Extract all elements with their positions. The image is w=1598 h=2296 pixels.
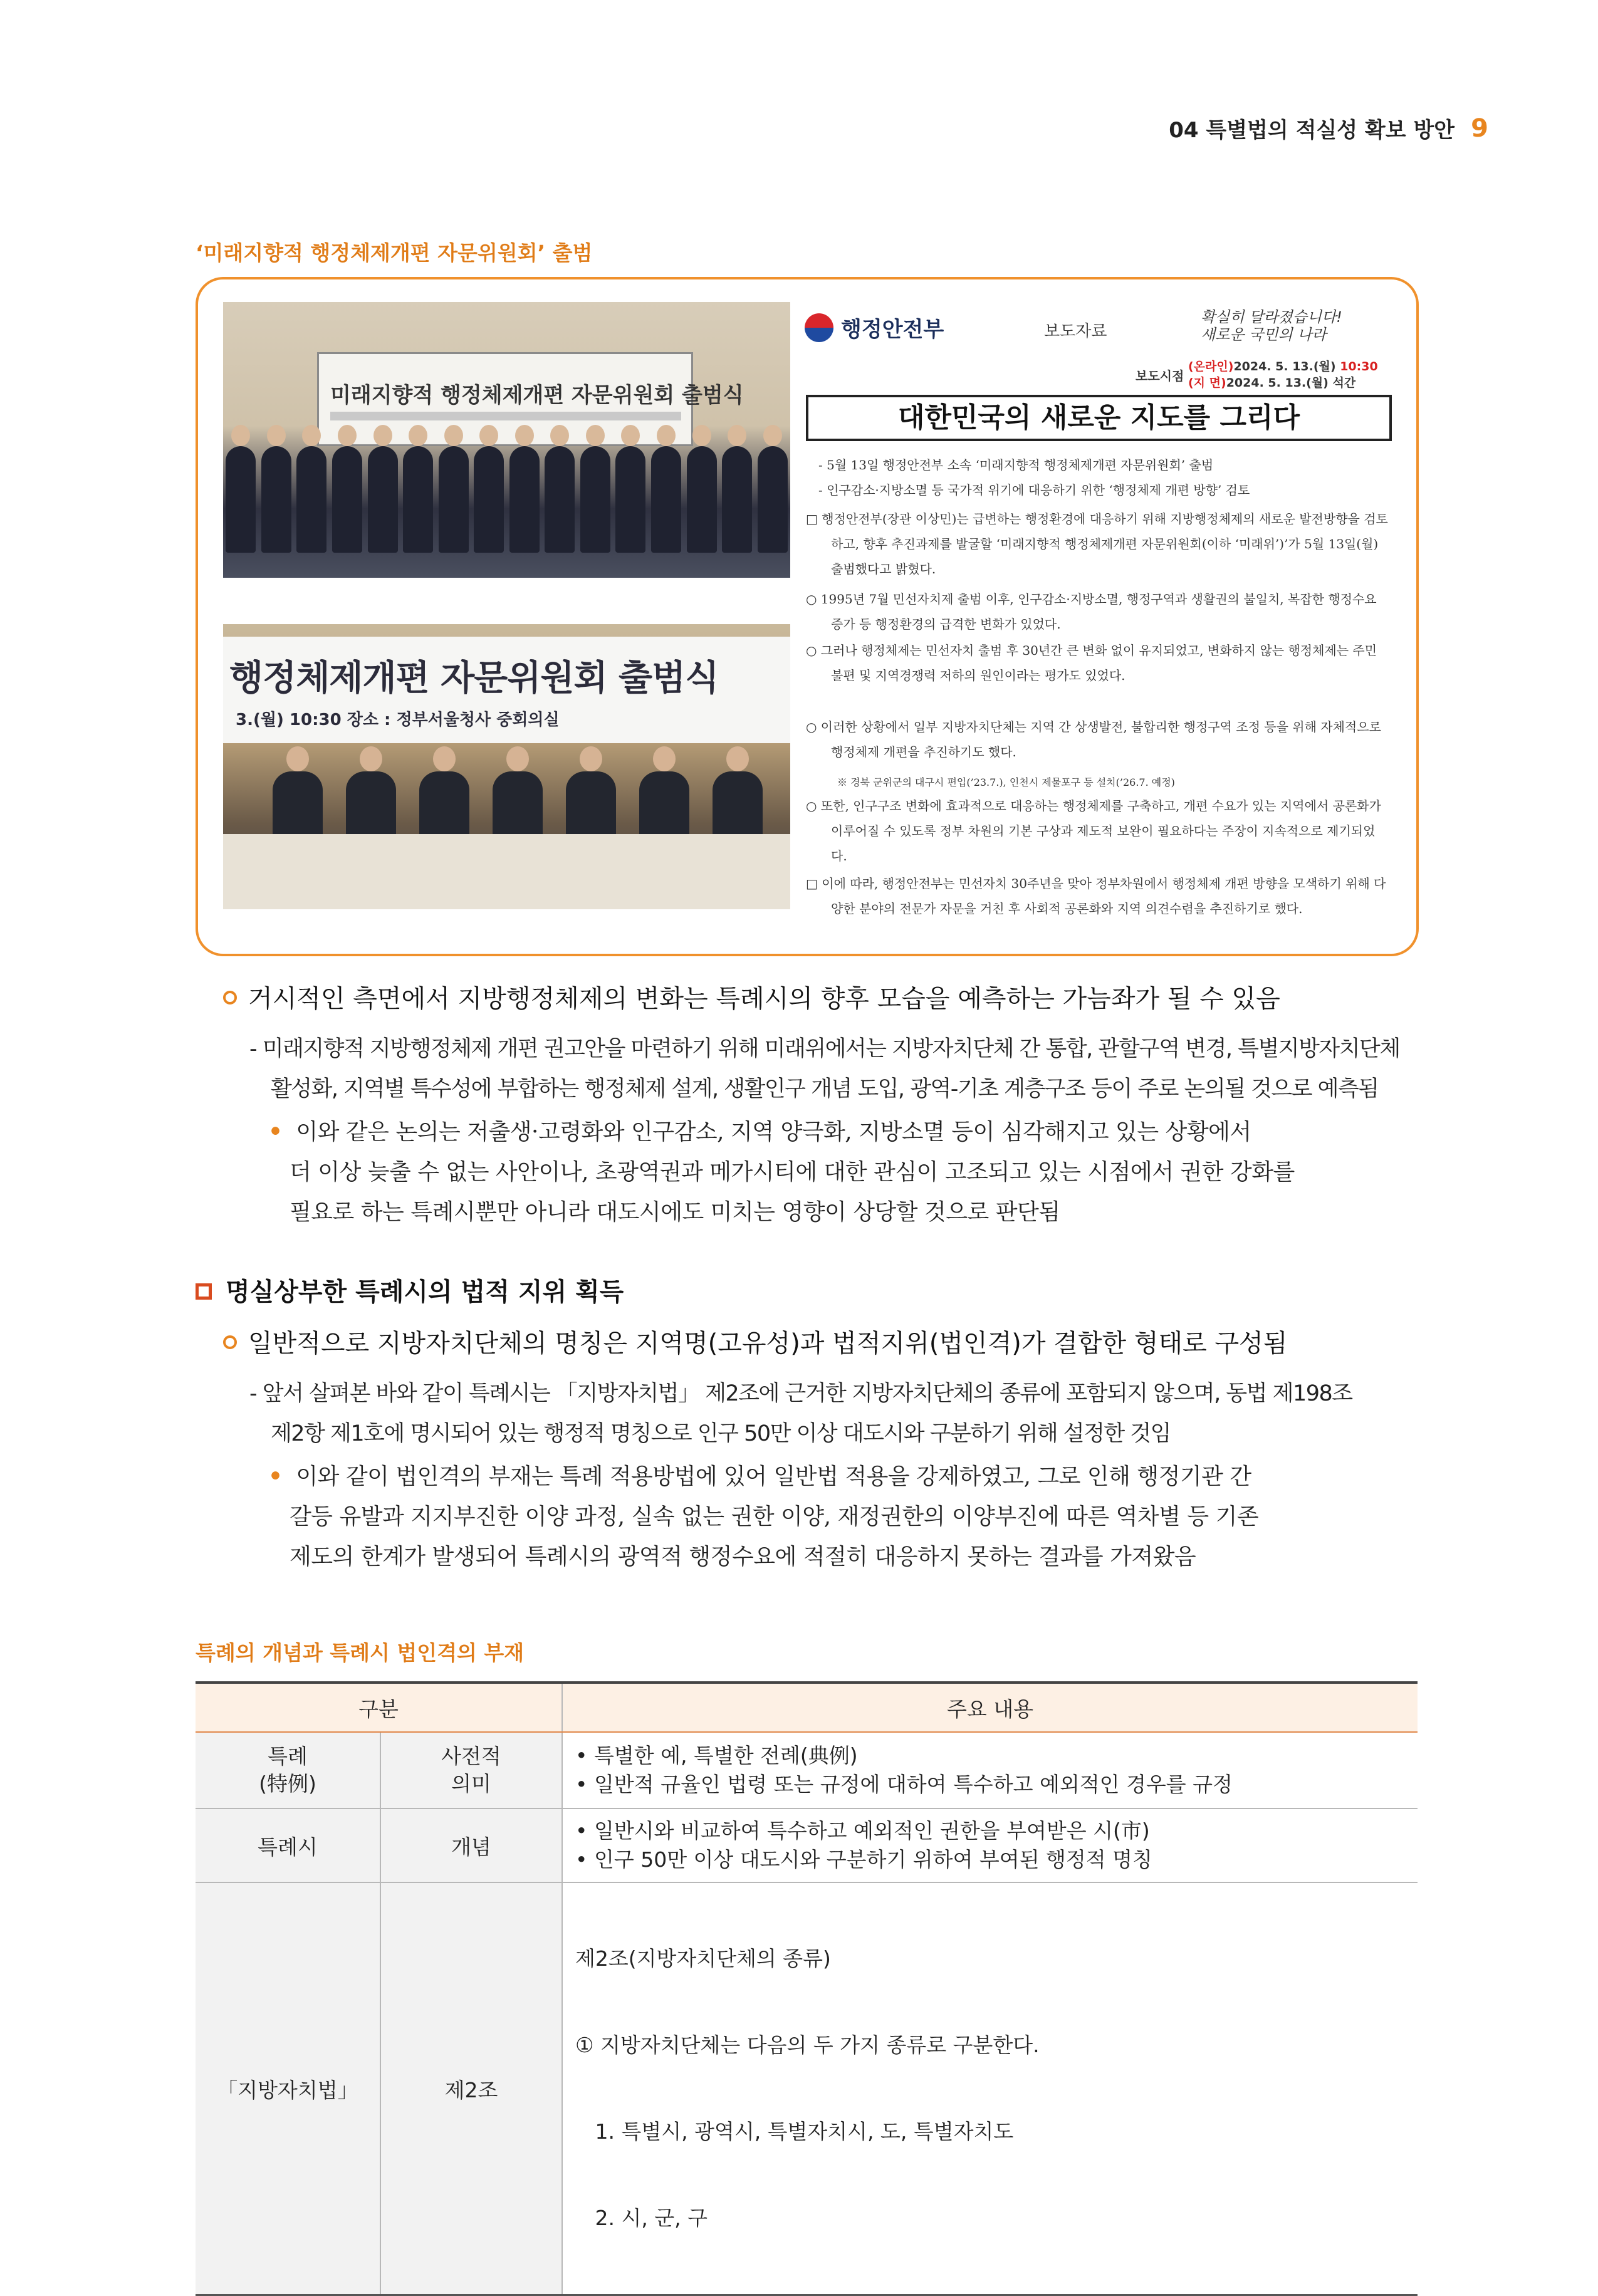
circle-bullet-icon	[223, 991, 237, 1004]
banner-title: 미래지향적 행정체제개편 자문위원회 출범식	[330, 383, 744, 408]
dash-item-line: - 앞서 살펴본 바와 같이 특례시는 「지방자치법」 제2조에 근거한 지방자치단체의 종류에 포함되지 않으며, 동법 제198조	[249, 1381, 1352, 1406]
bullet-item-line: 제도의 한계가 발생되어 특례시의 광역적 행정수요에 적절히 대응하지 못하는 결과를 가져왔음	[290, 1544, 1196, 1570]
table-row	[196, 1808, 1418, 1882]
ministry-name: 행정안전부	[841, 317, 944, 342]
table-header-cell: 주요 내용	[562, 1683, 1418, 1732]
table-header-cell: 구분	[196, 1683, 562, 1732]
figure-caption: ‘미래지향적 행정체제개편 자문위원회’ 출범	[196, 241, 593, 265]
group-of-people	[223, 434, 790, 553]
taegeuk-icon	[805, 313, 833, 342]
press-headline: 대한민국의 새로운 지도를 그리다	[806, 395, 1392, 441]
seated-officials	[261, 746, 775, 840]
meeting-banner	[223, 637, 790, 743]
table-header-row	[196, 1683, 1418, 1732]
press-paragraph: ○ 또한, 인구구조 변화에 효과적으로 대응하는 행정체제를 구축하고, 개편 수요가 있는 지역에서 공론화가 이루어질 수 있도록 정부 차원의 기본 구상과 제도적 보완이 필요하다는 주장이 지속적으로 제기되었다.	[806, 798, 1381, 864]
table-cell: 제2조(지방자치단체의 종류) ① 지방자치단체는 다음의 두 가지 종류로 구분한다. 1. 특별시, 광역시, 특별자치시, 도, 특별자치도 2. 시, 군, 구	[562, 1882, 1418, 2295]
table-row	[196, 1882, 1418, 2295]
definition-table	[196, 1681, 1418, 2296]
table-caption: 특례의 개념과 특례시 법인격의 부재	[196, 1641, 525, 1665]
table-row	[196, 1732, 1418, 1808]
square-bullet-icon	[196, 1283, 212, 1300]
press-paragraph: □ 이에 따라, 행정안전부는 민선자치 30주년을 맞아 정부차원에서 행정체제 개편 방향을 모색하기 위해 다양한 분야의 전문가 자문을 거친 후 사회적 공론화와 지역 의견수렴을 추진하기로 했다.	[806, 876, 1386, 916]
press-release	[800, 300, 1400, 939]
release-date-paper: (지 면)2024. 5. 13.(월) 석간	[1188, 376, 1356, 390]
table-cell: • 일반시와 비교하여 특수하고 예외적인 권한을 부여받은 시(市) • 인구 50만 이상 대도시와 구분하기 위하여 부여된 행정적 명칭	[562, 1808, 1418, 1882]
press-paragraph: □ 행정안전부(장관 이상민)는 급변하는 행정환경에 대응하기 위해 지방행정체제의 새로운 발전방향을 검토하고, 향후 추진과제를 발굴할 ‘미래지향적 행정체제개편 자문위원회(이하 ‘미래위’)’가 5월 13일(월) 출범했다고 밝혔다.	[806, 511, 1388, 577]
release-date-online: (온라인)2024. 5. 13.(월) 10:30	[1188, 360, 1378, 373]
dash-item-line: 활성화, 지역별 특수성에 부합하는 행정체제 설계, 생활인구 개념 도입, 광역-기초 계층구조 등이 주로 논의될 것으로 예측됨	[271, 1077, 1379, 1102]
point-item: 거시적인 측면에서 지방행정체제의 변화는 특례시의 향후 모습을 예측하는 가늠좌가 될 수 있음	[223, 979, 1280, 1015]
ceremony-photo-group	[223, 302, 790, 578]
bullet-dot-icon: •	[268, 1463, 283, 1490]
press-paragraph: ○ 그러나 행정체제는 민선자치 출범 후 30년간 큰 변화 없이 유지되었고, 변화하지 않는 행정체제는 주민 불편 및 지역경쟁력 저하의 원인이라는 평가도 있었다.	[806, 643, 1377, 683]
press-paragraph: ○ 1995년 7월 민선자치제 출범 이후, 인구감소·지방소멸, 행정구역과 생활권의 불일치, 복잡한 행정수요 증가 등 행정환경의 급격한 변화가 있었다.	[806, 592, 1377, 632]
ceremony-photo-meeting	[223, 624, 790, 909]
table-cell: 특례 (特例)	[196, 1732, 380, 1808]
table-cell: • 특별한 예, 특별한 전례(典例) • 일반적 규율인 법령 또는 규정에 대하여 특수하고 예외적인 경우를 규정	[562, 1732, 1418, 1808]
press-type: 보도자료	[1044, 322, 1107, 341]
bullet-item-line: • 이와 같은 논의는 저출생·고령화와 인구감소, 지역 양극화, 지방소멸 등이 심각해지고 있는 상황에서	[268, 1119, 1251, 1145]
press-paragraph: ○ 이러한 상황에서 일부 지방자치단체는 지역 간 상생발전, 불합리한 행정구역 조정 등을 위해 자체적으로 행정체제 개편을 추진하기도 했다.	[806, 719, 1381, 759]
bullet-item-line: 필요로 하는 특례시뿐만 아니라 대도시에도 미치는 영향이 상당할 것으로 판단됨	[290, 1199, 1060, 1225]
table-cell: 제2조	[380, 1882, 562, 2295]
figure-frame	[196, 277, 1419, 956]
table-cell: 개념	[380, 1808, 562, 1882]
table-cell: 특례시	[196, 1808, 380, 1882]
dash-item-line: 제2항 제1호에 명시되어 있는 행정적 명칭으로 인구 50만 이상 대도시와 구분하기 위해 설정한 것임	[271, 1421, 1171, 1446]
release-date-label: 보도시점	[1136, 368, 1184, 384]
bullet-item-line: 더 이상 늦출 수 없는 사안이나, 초광역권과 메가시티에 대한 관심이 고조되고 있는 시점에서 권한 강화를	[290, 1159, 1295, 1185]
press-note: ※ 경북 군위군의 대구시 편입(’23.7.), 인천시 제물포구 등 설치(’26.7. 예정)	[837, 776, 1175, 788]
circle-bullet-icon	[223, 1335, 237, 1349]
press-subtitle: - 5월 13일 행정안전부 소속 ‘미래지향적 행정체제개편 자문위원회’ 출범	[818, 457, 1214, 472]
point-item: 일반적으로 지방자치단체의 명칭은 지역명(고유성)과 법적지위(법인격)가 결합한 형태로 구성됨	[223, 1323, 1287, 1359]
table-cell: 「지방자치법」	[196, 1882, 380, 2295]
bullet-dot-icon: •	[268, 1119, 283, 1145]
dash-item-line: - 미래지향적 지방행정체제 개편 권고안을 마련하기 위해 미래위에서는 지방자치단체 간 통합, 관할구역 변경, 특별지방자치단체	[249, 1036, 1400, 1062]
ministry-logo	[805, 312, 944, 343]
running-header	[1169, 113, 1488, 144]
bullet-item-line: 갈등 유발과 지지부진한 이양 과정, 실속 없는 권한 이양, 재정권한의 이양부진에 따른 역차별 등 기존	[290, 1504, 1259, 1530]
table-cell: 사전적 의미	[380, 1732, 562, 1808]
page-number: 9	[1471, 113, 1488, 143]
running-title: 04 특별법의 적실성 확보 방안	[1169, 118, 1455, 143]
bullet-item-line: • 이와 같이 법인격의 부재는 특례 적용방법에 있어 일반법 적용을 강제하였고, 그로 인해 행정기관 간	[268, 1463, 1251, 1490]
meeting-banner-title: 행정체제개편 자문위원회 출범식	[229, 658, 719, 699]
slogan: 확실히 달라졌습니다! 새로운 국민의 나라	[1201, 308, 1342, 343]
section-heading: 명실상부한 특례시의 법적 지위 획득	[196, 1272, 624, 1308]
press-subtitle: - 인구감소·지방소멸 등 국가적 위기에 대응하기 위한 ‘행정체제 개편 방향’ 검토	[818, 483, 1250, 498]
meeting-banner-sub: 3.(월) 10:30 장소 : 정부서울청사 중회의실	[236, 711, 560, 729]
